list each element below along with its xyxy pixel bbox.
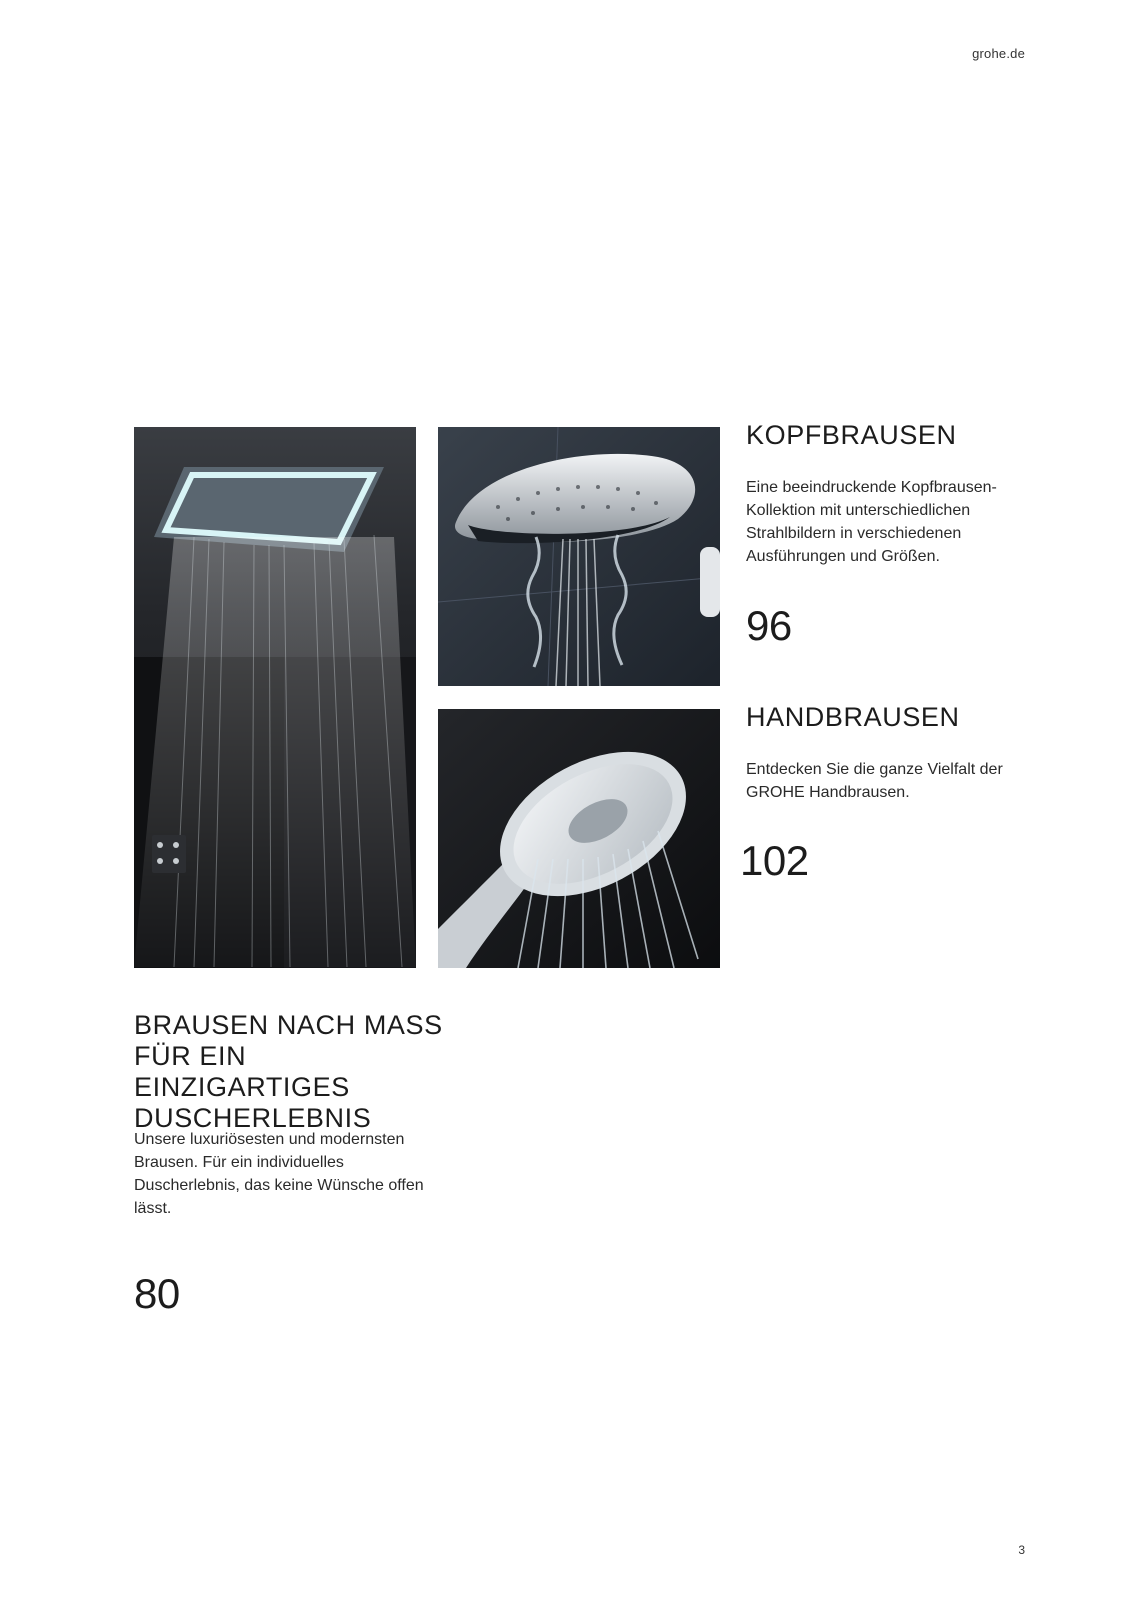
- handbrausen-description: Entdecken Sie die ganze Vielfalt der GROHE Handbrausen.: [746, 761, 1003, 801]
- brausen-title: BRAUSEN NACH MASS FÜR EIN EINZIGARTIGES DUSCHERLEBNIS: [134, 1010, 443, 1133]
- kopfbrausen-title: KOPFBRAUSEN: [746, 420, 957, 450]
- handbrausen-title: HANDBRAUSEN: [746, 702, 960, 732]
- page-number: 3: [1018, 1543, 1025, 1557]
- site-url: grohe.de: [972, 46, 1025, 61]
- kopfbrausen-page-number: 96: [746, 602, 792, 649]
- hand-shower-photo: [438, 709, 720, 968]
- brausen-description: Unsere luxuriösesten und modernsten Brausen. Für ein individuelles Duscherlebnis, das keine Wünsche offen lässt.: [134, 1131, 424, 1217]
- brausen-page-number: 80: [134, 1270, 180, 1317]
- handbrausen-page-number: 102: [740, 837, 809, 884]
- kopfbrausen-description: Eine beeindruckende Kopfbrausen-Kollektion mit unterschiedlichen Strahlbildern in verschiedenen Ausführungen und Größen.: [746, 479, 997, 565]
- ceiling-shower-photo: [134, 427, 416, 968]
- head-shower-photo: [438, 427, 720, 686]
